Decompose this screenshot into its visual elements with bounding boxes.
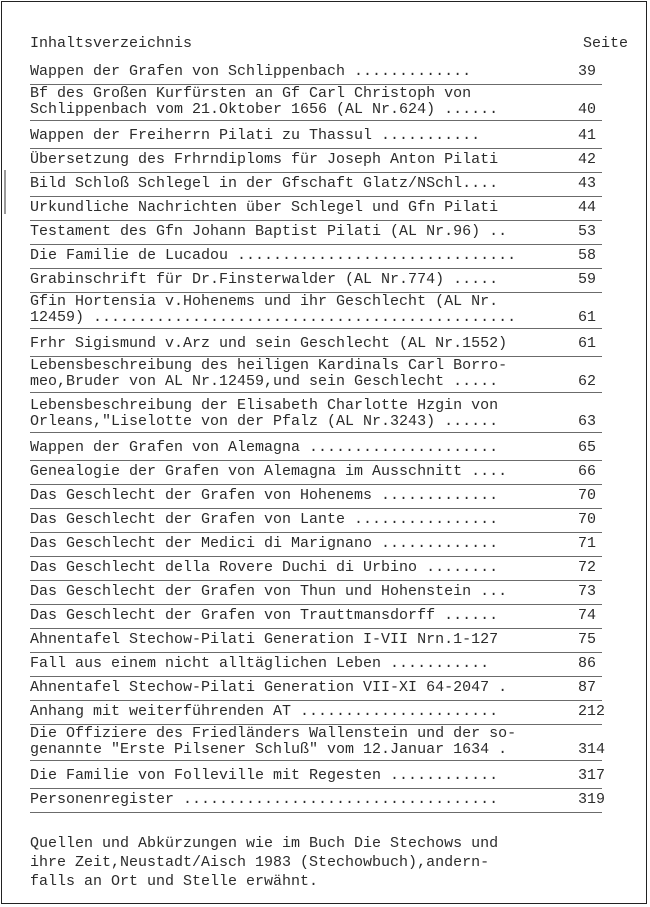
toc-entry-page: 53 [578,223,597,240]
row-rule [30,508,602,509]
row-rule [30,196,602,197]
toc-entry-title: Das Geschlecht della Rovere Duchi di Urbino ........ [30,559,499,576]
toc-entry-page: 71 [578,535,597,552]
toc-entry-title: Frhr Sigismund v.Arz und sein Geschlecht (AL Nr.1552) [30,335,508,352]
row-rule [30,556,602,557]
row-rule [30,148,602,149]
toc-entry-page: 63 [578,413,597,430]
row-rule [30,652,602,653]
toc-entry-title: Bild Schloß Schlegel in der Gfschaft Glatz/NSchl.... [30,175,499,192]
toc-entry [30,766,606,789]
toc-entry-page: 43 [578,175,597,192]
row-rule [30,604,602,605]
row-rule [30,220,602,221]
toc-entry-page: 61 [578,309,597,326]
toc-entry [30,654,602,677]
toc-entry-title: Anhang mit weiterführenden AT ...................... [30,703,499,720]
toc-entry-page: 44 [578,199,597,216]
toc-entry-page: 87 [578,679,597,696]
row-rule [30,676,602,677]
toc-entry-title: Genealogie der Grafen von Alemagna im Ausschnitt .... [30,463,508,480]
toc-entry [30,126,602,149]
row-rule [30,628,602,629]
row-rule [30,268,602,269]
toc-entry [30,606,602,629]
toc-entry-title: Ahnentafel Stechow-Pilati Generation VII-XI 64-2047 . [30,679,508,696]
toc-entry-page: 212 [578,703,606,720]
toc-entry-title: Lebensbeschreibung des heiligen Kardinals Carl Borro- [30,357,508,374]
toc-entry-title: Gfin Hortensia v.Hohenems und ihr Geschlecht (AL Nr. [30,293,499,310]
row-rule [30,532,602,533]
toc-entry-title: Fall aus einem nicht alltäglichen Leben ........... [30,655,490,672]
toc-entry [30,270,602,293]
row-rule [30,460,602,461]
toc-entry [30,725,606,761]
toc-entry-page: 319 [578,791,606,808]
toc-entry [30,198,602,221]
toc-entry-page: 39 [578,63,597,80]
toc-entry-title: Orleans,"Liselotte von der Pfalz (AL Nr.3243) ...... [30,413,499,430]
toc-entry-title: Lebensbeschreibung der Elisabeth Charlotte Hzgin von [30,397,499,414]
toc-entry-title: Das Geschlecht der Grafen von Thun und Hohenstein ... [30,583,508,600]
toc-entry-page: 59 [578,271,597,288]
toc-entry-title: Wappen der Grafen von Alemagna ..................... [30,439,499,456]
toc-entry [30,174,602,197]
toc-entry-page: 72 [578,559,597,576]
toc-entry-title: Das Geschlecht der Medici di Marignano ............. [30,535,499,552]
row-rule [30,244,602,245]
toc-entry-title: Das Geschlecht der Grafen von Hohenems ............. [30,487,499,504]
toc-entry-title: meo,Bruder von AL Nr.12459,und sein Geschlecht ..... [30,373,499,390]
toc-entry [30,582,602,605]
toc-entry [30,62,602,85]
toc-title: Inhaltsverzeichnis [30,35,193,52]
row-rule [30,580,602,581]
toc-entry [30,510,602,533]
toc-entry-page: 75 [578,631,597,648]
toc-entry-title: Ahnentafel Stechow-Pilati Generation I-VII Nrn.1-127 [30,631,499,648]
row-rule [30,328,602,329]
toc-entry-title: Personenregister ................................... [30,791,499,808]
row-rule [30,432,602,433]
toc-entry [30,558,602,581]
margin-pencil-mark [4,170,6,214]
toc-entry-title: Grabinschrift für Dr.Finsterwalder (AL Nr.774) ..... [30,271,499,288]
row-rule [30,484,602,485]
footnote: Quellen und Abkürzungen wie im Buch Die Stechows und ihre Zeit,Neustadt/Aisch 1983 (Stechowbuch),andern- falls an Ort und Stelle erwähnt. [30,835,499,890]
toc-entry-title: Urkundliche Nachrichten über Schlegel und Gfn Pilati [30,199,499,216]
toc-entry-title: Testament des Gfn Johann Baptist Pilati (AL Nr.96) .. [30,223,508,240]
row-rule [30,788,602,789]
toc-entry-page: 314 [578,741,606,758]
toc-entry [30,334,602,357]
toc-entry-page: 317 [578,767,606,784]
toc-entry-page: 66 [578,463,597,480]
toc-entry-title: Bf des Großen Kurfürsten an Gf Carl Christoph von [30,85,472,102]
page-column-label: Seite [582,35,628,52]
toc-entry [30,462,602,485]
toc-entry-title: Schlippenbach vom 21.Oktober 1656 (AL Nr.624) ...... [30,101,499,118]
toc-entry-page: 74 [578,607,597,624]
toc-entry [30,486,602,509]
toc-entry [30,790,606,813]
row-rule [30,172,602,173]
toc-entry [30,678,602,701]
toc-entry [30,534,602,557]
toc-entry-page: 42 [578,151,597,168]
toc-entry-page: 65 [578,439,597,456]
toc-entry-page: 86 [578,655,597,672]
toc-entry-page: 70 [578,511,597,528]
toc-entry [30,398,602,433]
toc-entry-title: Wappen der Freiherrn Pilati zu Thassul ........... [30,127,481,144]
toc-entry [30,358,602,393]
row-rule [30,700,602,701]
toc-entry [30,294,602,329]
toc-entry-title: Die Familie de Lucadou ............................... [30,247,517,264]
row-rule [30,760,602,761]
toc-entry-page: 41 [578,127,597,144]
toc-entry-title: Das Geschlecht der Grafen von Trauttmansdorff ...... [30,607,499,624]
toc-entry [30,222,602,245]
toc-entry-title: 12459) ............................................... [30,309,517,326]
toc-entry [30,630,602,653]
toc-entry-title: genannte "Erste Pilsener Schluß" vom 12.Januar 1634 . [30,741,508,758]
toc-entry-title: Die Offiziere des Friedländers Wallenstein und der so- [30,725,517,742]
toc-entry-page: 61 [578,335,597,352]
toc-entry [30,702,606,725]
toc-entry [30,438,602,461]
toc-entry-page: 73 [578,583,597,600]
toc-entry-title: Die Familie von Folleville mit Regesten ............ [30,767,499,784]
toc-entry-title: Übersetzung des Frhrndiploms für Joseph Anton Pilati [30,151,499,168]
toc-entry [30,246,602,269]
row-rule [30,392,602,393]
toc-entry-page: 70 [578,487,597,504]
toc-entry-title: Das Geschlecht der Grafen von Lante ................ [30,511,499,528]
row-rule [30,120,602,121]
toc-entry-title: Wappen der Grafen von Schlippenbach ............. [30,63,472,80]
toc-entry-page: 62 [578,373,597,390]
toc-entry-page: 58 [578,247,597,264]
toc-header [30,35,628,55]
row-rule [30,812,602,813]
toc-entry [30,86,602,121]
toc-entry-page: 40 [578,101,597,118]
toc-entry [30,150,602,173]
